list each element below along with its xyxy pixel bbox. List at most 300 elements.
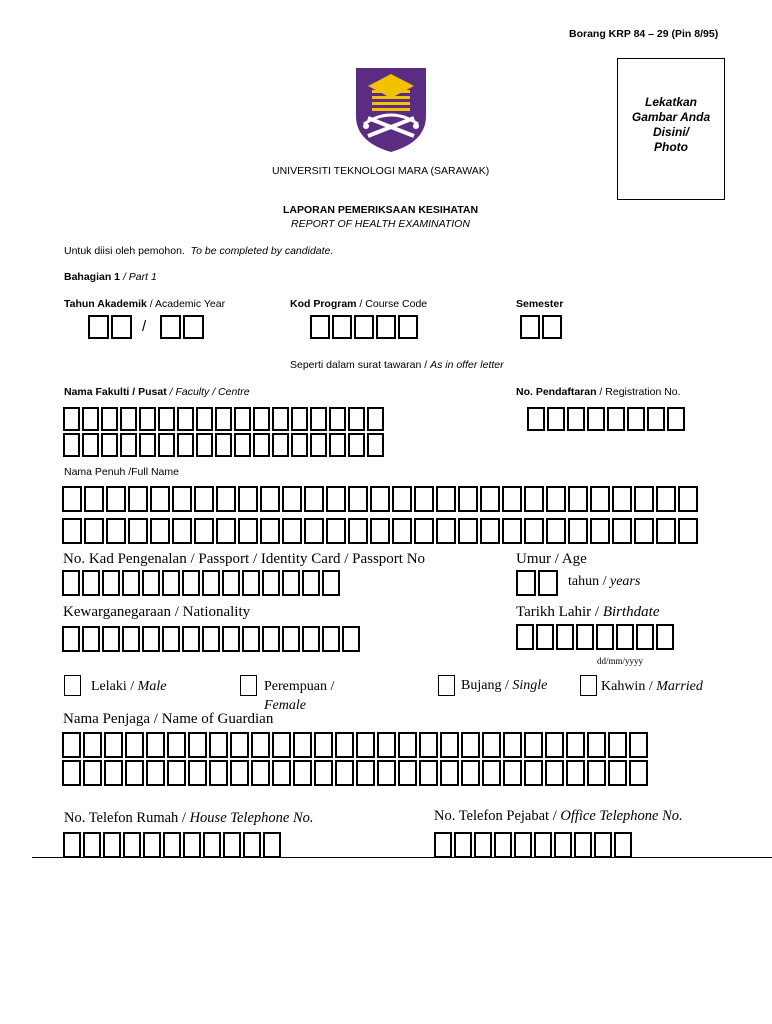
char-box[interactable] [101, 433, 118, 457]
char-box[interactable] [234, 407, 251, 431]
academic-year-end-boxes [160, 315, 206, 339]
title-ms: LAPORAN PEMERIKSAAN KESIHATAN [283, 204, 479, 216]
char-box[interactable] [62, 486, 82, 512]
birthdate-format: dd/mm/yyyy [597, 656, 644, 666]
char-box[interactable] [612, 518, 632, 544]
char-box[interactable] [242, 570, 260, 596]
char-box[interactable] [356, 760, 375, 786]
char-box[interactable] [243, 832, 261, 858]
char-box[interactable] [398, 760, 417, 786]
char-box[interactable] [177, 433, 194, 457]
char-box[interactable] [567, 407, 585, 431]
office-phone-label-ms: No. Telefon Pejabat / [434, 808, 561, 824]
char-box[interactable] [414, 486, 434, 512]
char-box[interactable] [203, 832, 221, 858]
char-box[interactable] [260, 486, 280, 512]
instruction-en: To be completed by candidate. [190, 245, 334, 257]
char-box[interactable] [103, 832, 121, 858]
female-label-ms: Perempuan / [264, 679, 335, 694]
registration-label-en: / Registration No. [596, 386, 681, 398]
char-box[interactable] [222, 570, 240, 596]
char-box[interactable] [230, 760, 249, 786]
char-box[interactable] [436, 518, 456, 544]
char-box[interactable] [568, 486, 588, 512]
char-box[interactable] [82, 433, 99, 457]
birthdate-boxes [516, 624, 676, 650]
char-box[interactable] [291, 407, 308, 431]
guardian-label: Nama Penjaga / Name of Guardian [63, 711, 274, 727]
char-box[interactable] [128, 518, 148, 544]
char-box[interactable] [196, 433, 213, 457]
char-box[interactable] [503, 732, 522, 758]
char-box[interactable] [125, 732, 144, 758]
char-box[interactable] [282, 518, 302, 544]
char-box[interactable] [146, 732, 165, 758]
char-box[interactable] [524, 732, 543, 758]
char-box[interactable] [242, 626, 260, 652]
char-box[interactable] [474, 832, 492, 858]
char-box[interactable] [262, 626, 280, 652]
char-box[interactable] [587, 407, 605, 431]
char-box[interactable] [520, 315, 540, 339]
char-box[interactable] [167, 732, 186, 758]
instruction-ms: Untuk diisi oleh pemohon. [64, 245, 185, 257]
instruction [64, 245, 333, 257]
char-box[interactable] [524, 518, 544, 544]
char-box[interactable] [139, 407, 156, 431]
age-unit-ms: tahun / [568, 574, 610, 589]
char-box[interactable] [272, 407, 289, 431]
char-box[interactable] [302, 626, 320, 652]
char-box[interactable] [82, 407, 99, 431]
char-box[interactable] [536, 624, 554, 650]
char-box[interactable] [272, 760, 291, 786]
female-label [264, 677, 335, 713]
char-box[interactable] [502, 486, 522, 512]
char-box[interactable] [88, 315, 109, 339]
char-box[interactable] [162, 626, 180, 652]
char-box[interactable] [158, 433, 175, 457]
birthdate-label-en: Birthdate [602, 604, 660, 620]
char-box[interactable] [104, 760, 123, 786]
char-box[interactable] [596, 624, 614, 650]
char-box[interactable] [542, 315, 562, 339]
char-box[interactable] [202, 570, 220, 596]
form-code: Borang KRP 84 – 29 (Pin 8/95) [569, 28, 719, 40]
char-box[interactable] [272, 433, 289, 457]
faculty-boxes-row-2 [63, 433, 386, 457]
char-box[interactable] [122, 626, 140, 652]
char-box[interactable] [636, 624, 654, 650]
char-box[interactable] [251, 732, 270, 758]
char-box[interactable] [83, 732, 102, 758]
char-box[interactable] [83, 832, 101, 858]
char-box[interactable] [348, 407, 365, 431]
male-checkbox[interactable] [64, 675, 81, 696]
char-box[interactable] [222, 626, 240, 652]
char-box[interactable] [158, 407, 175, 431]
single-label [461, 678, 547, 694]
char-box[interactable] [183, 315, 204, 339]
married-label-en: Married [656, 679, 703, 694]
char-box[interactable] [566, 732, 585, 758]
char-box[interactable] [194, 518, 214, 544]
house-phone-label [64, 810, 314, 827]
birthdate-label [516, 604, 660, 621]
course-code-label-en: / Course Code [356, 298, 428, 310]
char-box[interactable] [568, 518, 588, 544]
char-box[interactable] [209, 760, 228, 786]
char-box[interactable] [392, 518, 412, 544]
char-box[interactable] [329, 407, 346, 431]
char-box[interactable] [188, 732, 207, 758]
char-box[interactable] [634, 518, 654, 544]
char-box[interactable] [576, 624, 594, 650]
char-box[interactable] [656, 518, 676, 544]
char-box[interactable] [120, 433, 137, 457]
char-box[interactable] [440, 760, 459, 786]
char-box[interactable] [419, 760, 438, 786]
char-box[interactable] [482, 732, 501, 758]
faculty-label [64, 386, 250, 398]
char-box[interactable] [215, 407, 232, 431]
male-label-ms: Lelaki / [91, 679, 138, 694]
char-box[interactable] [590, 486, 610, 512]
guardian-boxes-row-1 [62, 732, 650, 758]
char-box[interactable] [574, 832, 592, 858]
char-box[interactable] [260, 518, 280, 544]
course-code-label-ms: Kod Program [290, 298, 357, 310]
char-box[interactable] [440, 732, 459, 758]
offer-note-en: As in offer letter [430, 359, 504, 371]
char-box[interactable] [146, 760, 165, 786]
char-box[interactable] [326, 486, 346, 512]
char-box[interactable] [545, 760, 564, 786]
photo-line: Lekatkan [644, 95, 698, 109]
char-box[interactable] [616, 624, 634, 650]
char-box[interactable] [348, 486, 368, 512]
char-box[interactable] [502, 518, 522, 544]
char-box[interactable] [434, 832, 452, 858]
char-box[interactable] [304, 518, 324, 544]
offer-note-ms: Seperti dalam surat tawaran / [290, 359, 431, 371]
char-box[interactable] [556, 624, 574, 650]
char-box[interactable] [293, 732, 312, 758]
char-box[interactable] [238, 518, 258, 544]
part-ms: Bahagian 1 [64, 271, 121, 283]
char-box[interactable] [182, 626, 200, 652]
char-box[interactable] [534, 832, 552, 858]
char-box[interactable] [612, 486, 632, 512]
char-box[interactable] [629, 760, 648, 786]
char-box[interactable] [678, 486, 698, 512]
char-box[interactable] [458, 518, 478, 544]
char-box[interactable] [209, 732, 228, 758]
char-box[interactable] [458, 486, 478, 512]
char-box[interactable] [647, 407, 665, 431]
char-box[interactable] [101, 407, 118, 431]
char-box[interactable] [182, 570, 200, 596]
char-box[interactable] [253, 407, 270, 431]
photo-box [617, 58, 725, 200]
char-box[interactable] [607, 407, 625, 431]
char-box[interactable] [546, 486, 566, 512]
char-box[interactable] [215, 433, 232, 457]
char-box[interactable] [545, 732, 564, 758]
char-box[interactable] [310, 315, 330, 339]
char-box[interactable] [348, 518, 368, 544]
char-box[interactable] [314, 760, 333, 786]
char-box[interactable] [304, 486, 324, 512]
char-box[interactable] [335, 760, 354, 786]
semester-boxes [520, 315, 564, 339]
char-box[interactable] [120, 407, 137, 431]
male-label-en: Male [137, 679, 167, 694]
char-box[interactable] [398, 732, 417, 758]
char-box[interactable] [196, 407, 213, 431]
char-box[interactable] [142, 570, 160, 596]
char-box[interactable] [587, 760, 606, 786]
char-box[interactable] [216, 486, 236, 512]
char-box[interactable] [310, 407, 327, 431]
married-checkbox[interactable] [580, 675, 597, 696]
char-box[interactable] [102, 570, 120, 596]
char-box[interactable] [546, 518, 566, 544]
char-box[interactable] [282, 486, 302, 512]
age-unit-en: years [610, 574, 641, 589]
char-box[interactable] [238, 486, 258, 512]
academic-year-label-en: / Academic Year [146, 298, 226, 310]
char-box[interactable] [547, 407, 565, 431]
char-box[interactable] [143, 832, 161, 858]
char-box[interactable] [160, 315, 181, 339]
house-phone-label-ms: No. Telefon Rumah / [64, 810, 190, 826]
char-box[interactable] [436, 486, 456, 512]
char-box[interactable] [111, 315, 132, 339]
char-box[interactable] [524, 486, 544, 512]
char-box[interactable] [627, 407, 645, 431]
age-unit [568, 574, 640, 590]
house-phone-boxes [63, 832, 283, 858]
guardian-boxes-row-2 [62, 760, 650, 786]
birthdate-label-ms: Tarikh Lahir / [516, 604, 603, 620]
uitm-crest-icon [354, 66, 428, 154]
char-box[interactable] [150, 518, 170, 544]
photo-line: Gambar Anda [631, 110, 711, 124]
char-box[interactable] [629, 732, 648, 758]
char-box[interactable] [167, 760, 186, 786]
course-code-label [290, 298, 427, 310]
char-box[interactable] [354, 315, 374, 339]
char-box[interactable] [188, 760, 207, 786]
part-en: / Part 1 [122, 271, 157, 283]
char-box[interactable] [356, 732, 375, 758]
char-box[interactable] [202, 626, 220, 652]
char-box[interactable] [566, 760, 585, 786]
char-box[interactable] [62, 570, 80, 596]
ic-label: No. Kad Pengenalan / Passport / Identity Card / Passport No [63, 551, 426, 567]
char-box[interactable] [608, 732, 627, 758]
char-box[interactable] [172, 518, 192, 544]
char-box[interactable] [177, 407, 194, 431]
char-box[interactable] [230, 732, 249, 758]
char-box[interactable] [554, 832, 572, 858]
faculty-label-ms: Nama Fakulti / Pusat [64, 386, 167, 398]
char-box[interactable] [322, 570, 340, 596]
char-box[interactable] [302, 570, 320, 596]
char-box[interactable] [367, 433, 384, 457]
char-box[interactable] [251, 760, 270, 786]
char-box[interactable] [634, 486, 654, 512]
char-box[interactable] [614, 832, 632, 858]
char-box[interactable] [503, 760, 522, 786]
char-box[interactable] [314, 732, 333, 758]
registration-label [516, 386, 681, 398]
char-box[interactable] [83, 760, 102, 786]
char-box[interactable] [494, 832, 512, 858]
char-box[interactable] [62, 518, 82, 544]
char-box[interactable] [461, 760, 480, 786]
char-box[interactable] [263, 832, 281, 858]
title-en: REPORT OF HEALTH EXAMINATION [291, 218, 470, 230]
char-box[interactable] [332, 315, 352, 339]
char-box[interactable] [348, 433, 365, 457]
char-box[interactable] [82, 570, 100, 596]
char-box[interactable] [291, 433, 308, 457]
char-box[interactable] [223, 832, 241, 858]
char-box[interactable] [262, 570, 280, 596]
char-box[interactable] [329, 433, 346, 457]
char-box[interactable] [123, 832, 141, 858]
char-box[interactable] [538, 570, 558, 596]
char-box[interactable] [367, 407, 384, 431]
char-box[interactable] [461, 732, 480, 758]
char-box[interactable] [376, 315, 396, 339]
char-box[interactable] [678, 518, 698, 544]
char-box[interactable] [377, 732, 396, 758]
married-label [601, 679, 703, 695]
char-box[interactable] [142, 626, 160, 652]
char-box[interactable] [370, 486, 390, 512]
char-box[interactable] [667, 407, 685, 431]
char-box[interactable] [282, 626, 300, 652]
female-label-en: Female [264, 698, 306, 713]
char-box[interactable] [163, 832, 181, 858]
char-box[interactable] [282, 570, 300, 596]
char-box[interactable] [516, 624, 534, 650]
char-box[interactable] [234, 433, 251, 457]
age-boxes [516, 570, 560, 596]
char-box[interactable] [104, 732, 123, 758]
semester-label: Semester [516, 298, 564, 310]
char-box[interactable] [590, 518, 610, 544]
char-box[interactable] [516, 570, 536, 596]
char-box[interactable] [482, 760, 501, 786]
char-box[interactable] [293, 760, 312, 786]
married-label-ms: Kahwin / [601, 679, 657, 694]
char-box[interactable] [594, 832, 612, 858]
char-box[interactable] [84, 518, 104, 544]
char-box[interactable] [398, 315, 418, 339]
char-box[interactable] [335, 732, 354, 758]
char-box[interactable] [62, 760, 81, 786]
single-checkbox[interactable] [438, 675, 455, 696]
male-label [91, 679, 166, 695]
char-box[interactable] [62, 732, 81, 758]
single-label-en: Single [512, 678, 548, 693]
university-name: UNIVERSITI TEKNOLOGI MARA (SARAWAK) [272, 165, 490, 177]
char-box[interactable] [139, 433, 156, 457]
char-box[interactable] [63, 433, 80, 457]
char-box[interactable] [106, 486, 126, 512]
char-box[interactable] [656, 486, 676, 512]
char-box[interactable] [514, 832, 532, 858]
full-name-boxes-row-1 [62, 486, 700, 512]
single-label-ms: Bujang / [461, 678, 513, 693]
char-box[interactable] [392, 486, 412, 512]
char-box[interactable] [524, 760, 543, 786]
char-box[interactable] [370, 518, 390, 544]
char-box[interactable] [63, 832, 81, 858]
char-box[interactable] [326, 518, 346, 544]
char-box[interactable] [322, 626, 340, 652]
char-box[interactable] [63, 407, 80, 431]
char-box[interactable] [162, 570, 180, 596]
full-name-boxes-row-2 [62, 518, 700, 544]
char-box[interactable] [272, 732, 291, 758]
char-box[interactable] [194, 486, 214, 512]
char-box[interactable] [102, 626, 120, 652]
char-box[interactable] [106, 518, 126, 544]
char-box[interactable] [216, 518, 236, 544]
divider-line [32, 857, 772, 858]
char-box[interactable] [183, 832, 201, 858]
char-box[interactable] [150, 486, 170, 512]
char-box[interactable] [587, 732, 606, 758]
char-box[interactable] [84, 486, 104, 512]
char-box[interactable] [82, 626, 100, 652]
char-box[interactable] [656, 624, 674, 650]
char-box[interactable] [377, 760, 396, 786]
age-label: Umur / Age [516, 551, 587, 567]
female-checkbox[interactable] [240, 675, 257, 696]
char-box[interactable] [608, 760, 627, 786]
char-box[interactable] [480, 486, 500, 512]
char-box[interactable] [128, 486, 148, 512]
char-box[interactable] [527, 407, 545, 431]
char-box[interactable] [62, 626, 80, 652]
part-label [64, 271, 157, 283]
char-box[interactable] [125, 760, 144, 786]
char-box[interactable] [342, 626, 360, 652]
office-phone-label-en: Office Telephone No. [560, 808, 683, 824]
office-phone-boxes [434, 832, 634, 858]
char-box[interactable] [419, 732, 438, 758]
academic-year-separator: / [142, 318, 147, 335]
char-box[interactable] [414, 518, 434, 544]
char-box[interactable] [172, 486, 192, 512]
char-box[interactable] [480, 518, 500, 544]
nationality-boxes [62, 626, 362, 652]
faculty-label-en: / Faculty / Centre [166, 386, 250, 398]
course-code-boxes [310, 315, 420, 339]
faculty-boxes-row-1 [63, 407, 386, 431]
char-box[interactable] [122, 570, 140, 596]
char-box[interactable] [310, 433, 327, 457]
char-box[interactable] [253, 433, 270, 457]
char-box[interactable] [454, 832, 472, 858]
full-name-label: Nama Penuh /Full Name [64, 466, 179, 478]
